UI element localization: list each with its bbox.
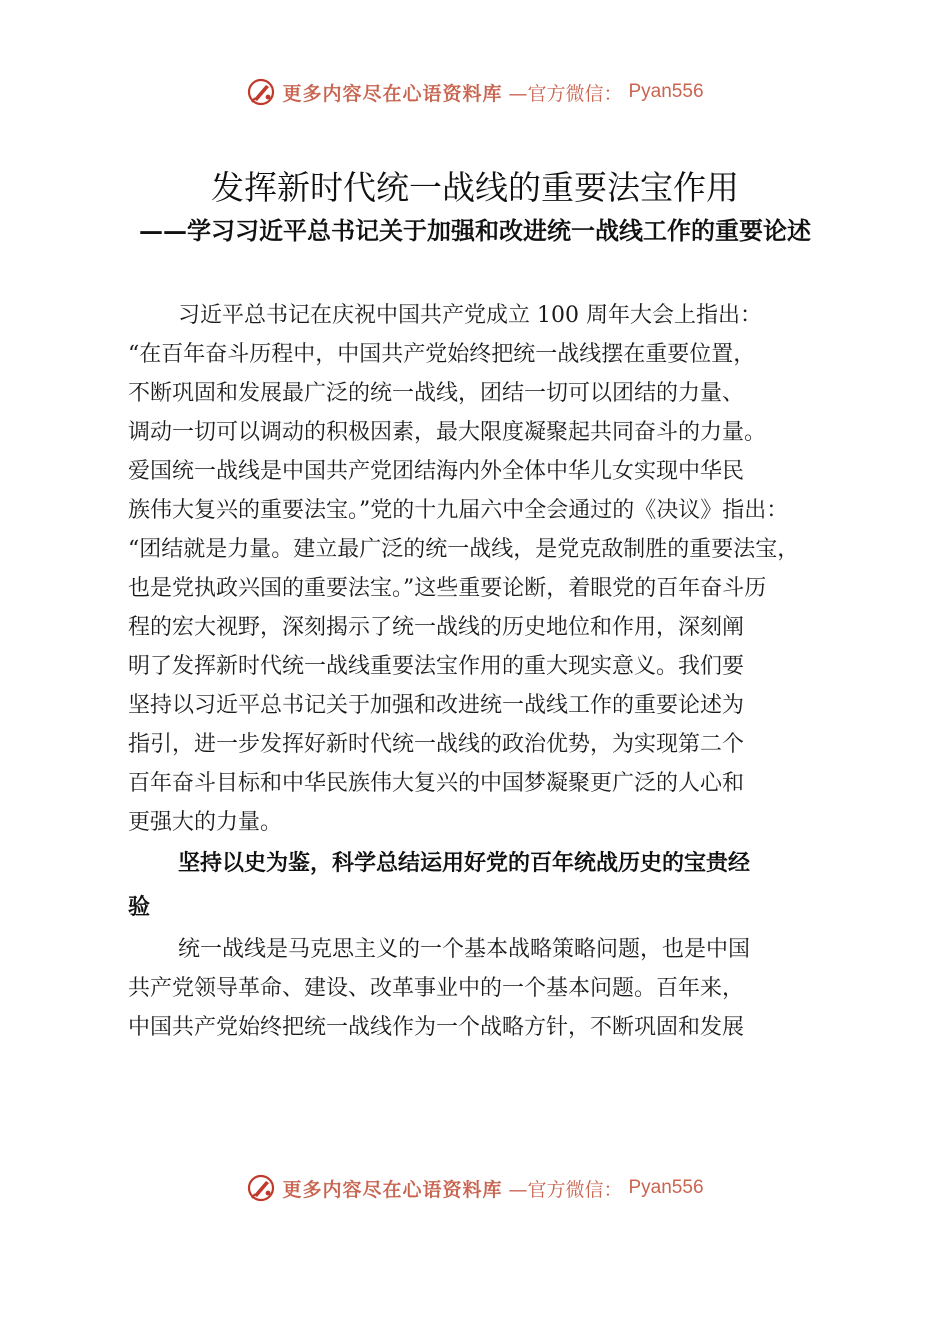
text-line: 明了发挥新时代统一战线重要法宝作用的重大现实意义。我们要 bbox=[128, 654, 745, 679]
banner-text: 更多内容尽在心语资料库 bbox=[282, 1178, 503, 1201]
banner-separator: —官方微信： bbox=[508, 1178, 623, 1201]
banner-text: 更多内容尽在心语资料库 bbox=[282, 82, 503, 105]
header-banner bbox=[0, 72, 950, 112]
heading-line: 验 bbox=[128, 895, 151, 920]
page-subtitle: ——学习习近平总书记关于加强和改进统一战线工作的重要论述 bbox=[139, 216, 811, 245]
banner-separator: —官方微信： bbox=[508, 82, 623, 105]
text-line: 族伟大复兴的重要法宝。”党的十九届六中全会通过的《决议》指出： bbox=[128, 498, 789, 523]
text-line: 共产党领导革命、建设、改革事业中的一个基本问题。百年来， bbox=[128, 976, 745, 1001]
text-line: 爱国统一战线是中国共产党团结海内外全体中华儿女实现中华民 bbox=[128, 459, 745, 484]
text-line: 不断巩固和发展最广泛的统一战线，团结一切可以团结的力量、 bbox=[128, 381, 745, 406]
text-line: “在百年奋斗历程中，中国共产党始终把统一战线摆在重要位置， bbox=[128, 342, 756, 367]
text-line: 也是党执政兴国的重要法宝。”这些重要论断，着眼党的百年奋斗历 bbox=[128, 576, 767, 601]
page-title: 发挥新时代统一战线的重要法宝作用 bbox=[211, 168, 739, 207]
text-line: 坚持以习近平总书记关于加强和改进统一战线工作的重要论述为 bbox=[128, 693, 745, 718]
text-line: 百年奋斗目标和中华民族伟大复兴的中国梦凝聚更广泛的人心和 bbox=[128, 771, 745, 796]
section-heading bbox=[128, 842, 834, 930]
quill-logo-icon bbox=[246, 77, 276, 107]
footer-banner bbox=[0, 1168, 950, 1208]
banner-wechat-id: Pyan556 bbox=[628, 1177, 704, 1198]
quill-logo-icon bbox=[246, 1173, 276, 1203]
text-line: 中国共产党始终把统一战线作为一个战略方针，不断巩固和发展 bbox=[128, 1015, 745, 1040]
text-line: 习近平总书记在庆祝中国共产党成立 100 周年大会上指出： bbox=[178, 303, 762, 328]
paragraph-1 bbox=[128, 296, 834, 842]
paragraph-2 bbox=[128, 930, 834, 1047]
document-body bbox=[128, 296, 834, 1047]
text-line: 更强大的力量。 bbox=[128, 810, 283, 835]
text-line: 统一战线是马克思主义的一个基本战略策略问题，也是中国 bbox=[178, 937, 751, 962]
text-line: “团结就是力量。建立最广泛的统一战线，是党克敌制胜的重要法宝， bbox=[128, 537, 800, 562]
heading-line: 坚持以史为鉴，科学总结运用好党的百年统战历史的宝贵经 bbox=[178, 851, 751, 876]
text-line: 指引，进一步发挥好新时代统一战线的政治优势，为实现第二个 bbox=[128, 732, 745, 757]
text-line: 程的宏大视野，深刻揭示了统一战线的历史地位和作用，深刻阐 bbox=[128, 615, 745, 640]
banner-wechat-id: Pyan556 bbox=[628, 81, 704, 102]
text-line: 调动一切可以调动的积极因素，最大限度凝聚起共同奋斗的力量。 bbox=[128, 420, 767, 445]
